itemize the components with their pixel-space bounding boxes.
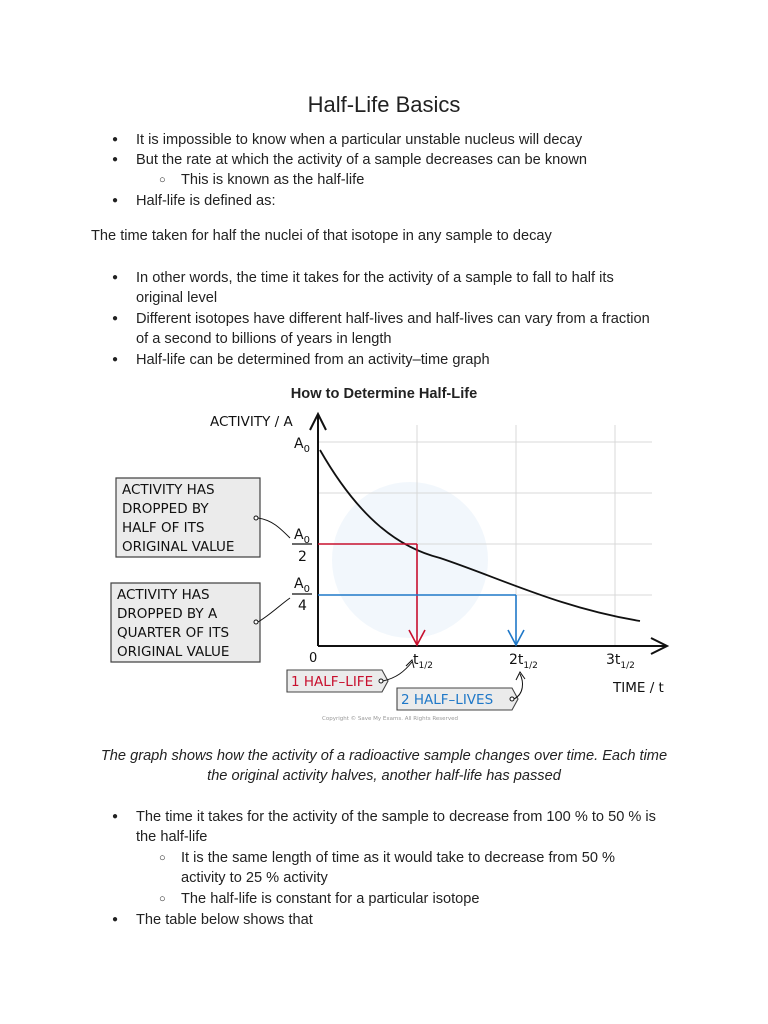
a0-letter: A xyxy=(294,527,304,543)
sub-list-item: ○ This is known as the half-life xyxy=(181,170,364,190)
pointer-dot-icon xyxy=(254,516,258,520)
page-title: Half-Life Basics xyxy=(307,92,461,117)
tag-two-half-lives xyxy=(397,672,525,710)
a0-subscript: 0 xyxy=(303,444,310,455)
line: The time it takes for the activity of the sample to decrease from 100 % to 50 % is xyxy=(136,809,656,825)
pointer-line xyxy=(258,518,290,538)
figure-title: How to Determine Half-Life xyxy=(290,386,478,402)
line: the half-life xyxy=(136,829,208,845)
y-axis-label: ACTIVITY / A xyxy=(210,414,293,430)
list-item: ● But the rate at which the activity of a sample decreases can be known xyxy=(136,150,587,170)
a0-subscript: 0 xyxy=(303,584,310,595)
list-item: ● It is impossible to know when a particular unstable nucleus will decay xyxy=(136,130,582,150)
caption-line: the original activity halves, another half-life has passed xyxy=(207,768,561,784)
line: In other words, the time it takes for the activity of a sample to fall to half its xyxy=(136,270,614,286)
line: It is the same length of time as it would take to decrease from 50 % xyxy=(181,850,615,866)
copyright-text: Copyright © Save My Exams. All Rights Reserved xyxy=(322,716,458,722)
figure-caption xyxy=(80,746,688,786)
a0-letter: A xyxy=(294,576,304,592)
callout-line: QUARTER OF ITS xyxy=(117,625,230,641)
list-item: ● Half-life can be determined from an activity–time graph xyxy=(136,350,490,370)
t-subscript: 1/2 xyxy=(620,661,635,671)
a0-subscript: 0 xyxy=(303,535,310,546)
a0-label xyxy=(294,436,310,455)
x-axis-label: TIME / t xyxy=(613,680,664,696)
pointer-line xyxy=(258,598,290,622)
t-letter: t xyxy=(413,652,419,668)
line: original level xyxy=(136,290,218,306)
watermark-logo xyxy=(332,482,488,638)
a0-quarter-numerator xyxy=(294,576,310,595)
multiplier: 2 xyxy=(509,652,518,668)
list-item: ● Half-life is defined as: xyxy=(136,191,276,211)
t-subscript: 1/2 xyxy=(523,661,538,671)
line: of a second to billions of years in length xyxy=(136,331,392,347)
callout-line: ACTIVITY HAS xyxy=(122,482,215,498)
callout-half xyxy=(116,478,290,557)
a0-letter: A xyxy=(294,436,304,452)
a0-half-numerator xyxy=(294,527,310,546)
caption-line: The graph shows how the activity of a radioactive sample changes over time. Each time xyxy=(100,748,668,764)
sub-list-item: ○ The half-life is constant for a particular isotope xyxy=(181,889,480,909)
tag-text: 2 HALF–LIVES xyxy=(401,692,494,708)
callout-line: ORIGINAL VALUE xyxy=(117,644,230,660)
a0-quarter-denominator: 4 xyxy=(298,598,307,614)
sub-list-item xyxy=(181,848,615,888)
tag-text: 1 HALF–LIFE xyxy=(291,674,374,690)
line: activity to 25 % activity xyxy=(181,870,328,886)
pointer-dot-icon xyxy=(254,620,258,624)
tick-3t-half xyxy=(606,652,635,671)
tag-one-half-life xyxy=(287,660,414,692)
t-subscript: 1/2 xyxy=(418,661,433,671)
callout-line: DROPPED BY xyxy=(122,501,209,517)
t-letter: t xyxy=(614,652,621,668)
list-item xyxy=(136,807,656,847)
callout-line: DROPPED BY A xyxy=(117,606,218,622)
tick-2t-half xyxy=(509,652,538,671)
callout-line: ORIGINAL VALUE xyxy=(122,539,235,555)
tick-t-half xyxy=(413,652,433,671)
a0-half-denominator: 2 xyxy=(298,549,307,565)
callout-quarter xyxy=(111,583,290,662)
callout-line: HALF OF ITS xyxy=(122,520,205,536)
callout-line: ACTIVITY HAS xyxy=(117,587,210,603)
line: Different isotopes have different half-lives and half-lives can vary from a fraction xyxy=(136,311,650,327)
definition-text: The time taken for half the nuclei of that isotope in any sample to decay xyxy=(91,228,552,244)
origin-label: 0 xyxy=(309,651,318,666)
list-item: ● The table below shows that xyxy=(136,910,313,930)
multiplier: 3 xyxy=(606,652,615,668)
t-letter: t xyxy=(517,652,524,668)
